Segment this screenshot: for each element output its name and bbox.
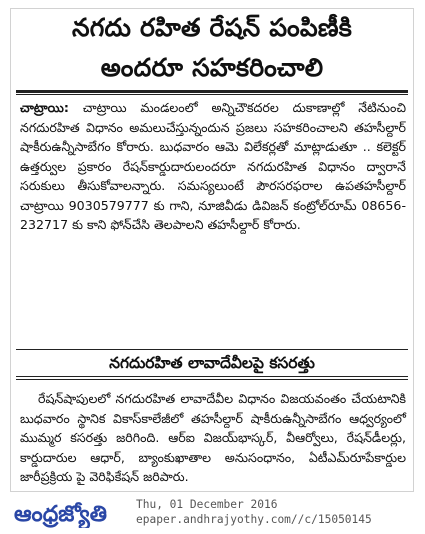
headline-line-1: నగదు రహిత రేషన్ పంపిణీకి xyxy=(72,13,352,42)
edition-date: Thu, 01 December 2016 xyxy=(136,498,278,511)
headline-rule-thick xyxy=(16,90,408,93)
headline-line-2: అందరూ సహకరించాలి xyxy=(100,53,324,82)
subhead-rule-top xyxy=(16,349,408,350)
subhead-rule-bottom-1 xyxy=(16,376,408,377)
headline-rule-thin xyxy=(16,94,408,95)
logo-text: ఆంధ్రజ్యోతి xyxy=(14,502,107,527)
edition-url[interactable]: epaper.andhrajyothy.com//c/15050145 xyxy=(136,513,372,526)
subheadline: నగదురహిత లావాదేవీలపై కసరత్తు xyxy=(109,354,315,372)
paragraph-1-text: చాట్రాయి మండలంలో అన్నిచౌకదరల దుకాణాల్లో నేటినుంచి నగదురహిత విధానం అమలుచేస్తున్నందున ప్రజలు సహకరించాలని తహసీల్దార్ షాకీరుఉన్నీసాబేగం కోరారు. బుధవారం ఆమె విలేకర్లతో మాట్లాడుతూ .. కలెక్టర్ ఉత్తర్వుల ప్రకారం రేషన్‌కార్డుదారులందరూ నగదురహిత విధానం ద్వారానే సరుకులు తీసుకోవాలన్నారు. సమస్యలుంటే పౌరసరఫరాల ఉపతహసీల్దార్ చాట్రాయి 9030579777 కు గాని, నూజివీడు డివిజన్ కంట్రోల్‌రూమ్ 08656-232717 కు కాని ఫోన్‌చేసి తెలపాలని తహసీల్దార్ కోరారు. xyxy=(20,100,406,232)
dateline: చాట్రాయి: xyxy=(20,100,69,115)
footer xyxy=(10,496,414,530)
article-paragraph-2: రేషన్‌షాపులలో నగదురహిత లావాదేవీల విధానం విజయవంతం చేయటానికి బుధవారం స్థానిక వికాస్‌కాలేజీలో తహసీల్దార్ షాకీరుఉన్నీసాబేగం ఆధ్వర్యంలో ముమ్మర కసరత్తు జరిగింది. ఆర్ఐ విజయ్‌భాస్కర్, వీఆర్వోలు, రేషన్‌డీలర్లు, కార్డుదారుల ఆధార్, బ్యాంకుఖాతాల అనుసంధానం, ఏటీఎమ్‌రూపేకార్డుల జారీప్రక్రియ పై వెరిఫికేషన్ జరిపారు. xyxy=(20,391,406,484)
footer-meta xyxy=(136,497,412,527)
article-paragraph-1 xyxy=(20,98,406,235)
subhead-rule-bottom-2 xyxy=(16,379,408,380)
logo-icon xyxy=(12,496,120,528)
newspaper-logo[interactable] xyxy=(12,496,120,528)
